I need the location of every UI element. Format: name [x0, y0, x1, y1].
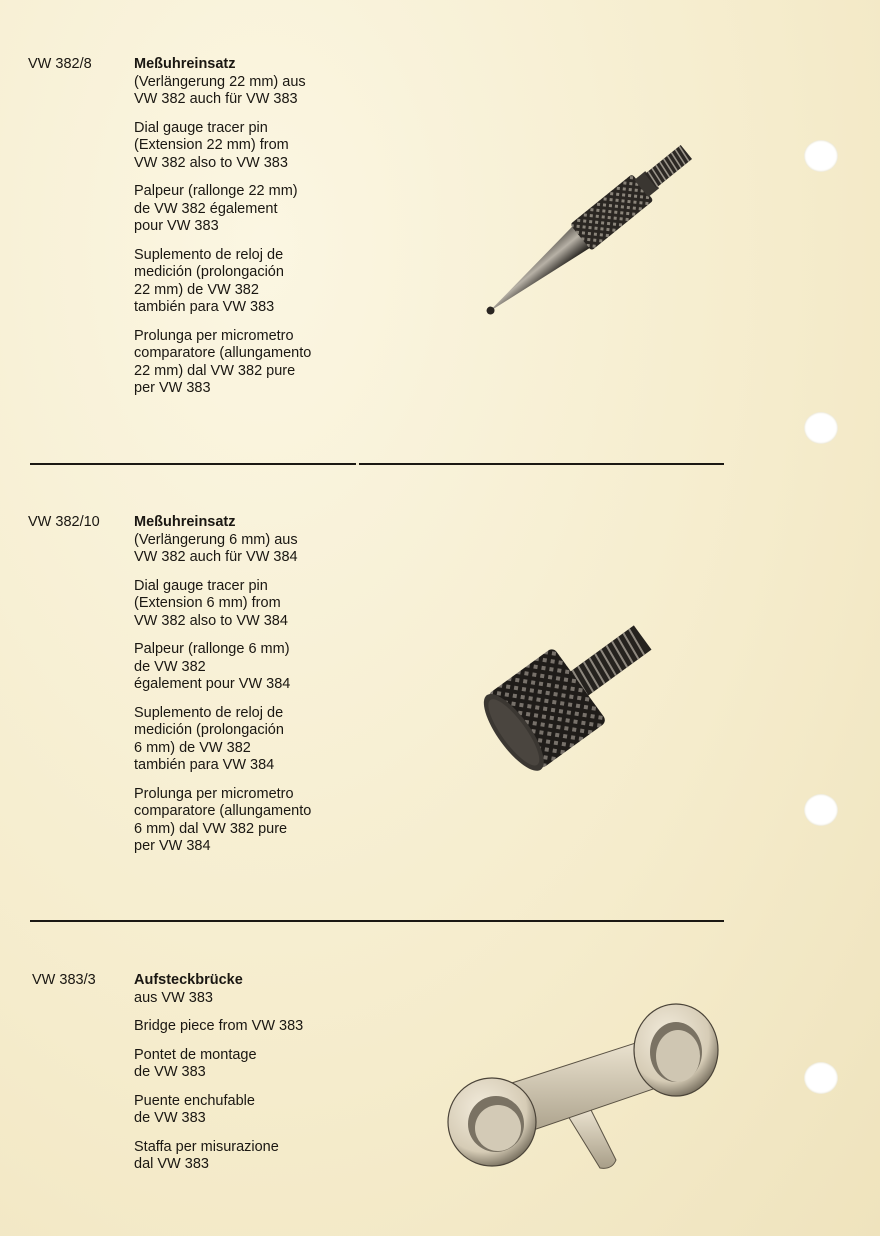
description-en: Dial gauge tracer pin (Extension 22 mm) from VW 382 also to VW 383	[134, 119, 289, 171]
part-title: Meßuhreinsatz	[134, 56, 236, 72]
tracer-pin-short-knurled-illustration	[462, 600, 672, 790]
description-de: aus VW 383	[134, 989, 213, 1006]
descriptions	[134, 514, 384, 867]
description-es: Suplemento de reloj de medición (prolongación 22 mm) de VW 382 también para VW 383	[134, 246, 284, 315]
description-de: (Verlängerung 6 mm) aus VW 382 auch für VW 384	[134, 531, 298, 565]
description-fr: Palpeur (rallonge 6 mm) de VW 382 également pour VW 384	[134, 641, 291, 692]
description-es: Puente enchufable de VW 383	[134, 1092, 255, 1126]
part-number: VW 382/10	[28, 514, 100, 530]
section-divider	[30, 920, 724, 922]
description-en: Dial gauge tracer pin (Extension 6 mm) from VW 382 also to VW 384	[134, 577, 288, 629]
description-it: Staffa per misurazione dal VW 383	[134, 1138, 279, 1172]
descriptions	[134, 56, 384, 409]
description-fr: Pontet de montage de VW 383	[134, 1046, 257, 1080]
binder-hole	[804, 412, 838, 444]
description-it: Prolunga per micrometro comparatore (allungamento 6 mm) dal VW 382 pure per VW 384	[134, 785, 312, 854]
section-divider	[30, 463, 724, 465]
tracer-pin-long-illustration	[460, 120, 720, 340]
description-de: (Verlängerung 22 mm) aus VW 382 auch für VW 383	[134, 73, 306, 107]
part-title: Meßuhreinsatz	[134, 514, 236, 530]
binder-hole	[804, 794, 838, 826]
description-fr: Palpeur (rallonge 22 mm) de VW 382 également pour VW 383	[134, 183, 298, 234]
description-it: Prolunga per micrometro comparatore (allungamento 22 mm) dal VW 382 pure per VW 383	[134, 327, 312, 396]
binder-hole	[804, 140, 838, 172]
part-number: VW 383/3	[32, 972, 96, 988]
description-en: Bridge piece from VW 383	[134, 1018, 304, 1034]
part-number: VW 382/8	[28, 56, 92, 72]
binder-hole	[804, 1062, 838, 1094]
description-es: Suplemento de reloj de medición (prolongación 6 mm) de VW 382 también para VW 384	[134, 704, 284, 773]
descriptions	[134, 972, 384, 1185]
bridge-piece-illustration	[440, 998, 730, 1178]
part-title: Aufsteckbrücke	[134, 972, 243, 988]
